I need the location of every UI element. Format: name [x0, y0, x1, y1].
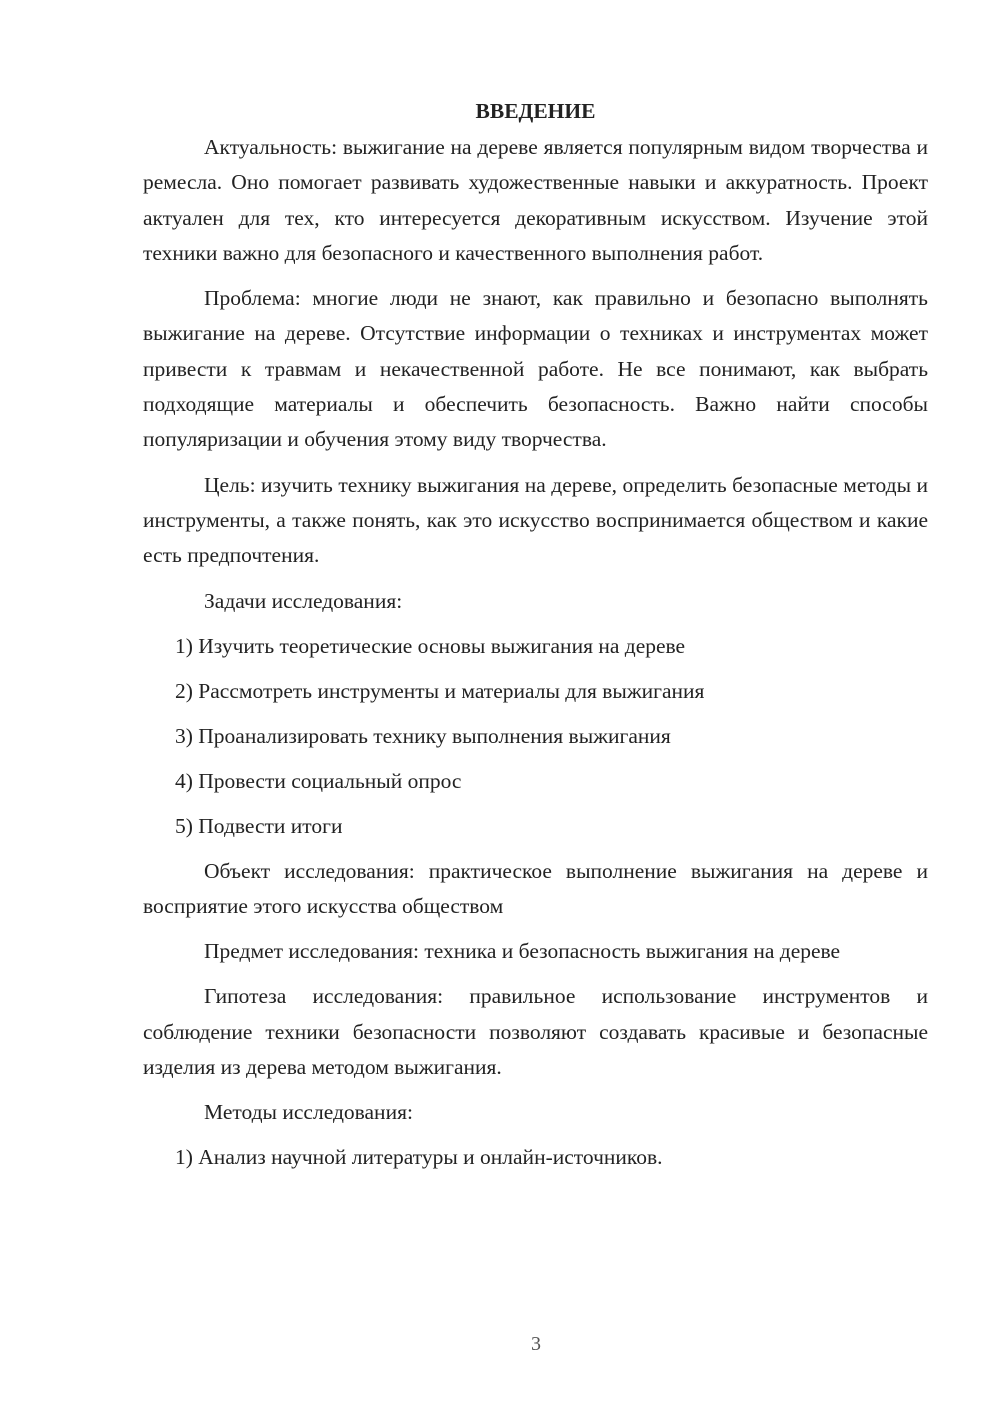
page-number: 3 — [531, 1333, 541, 1355]
paragraph-problem: Проблема: многие люди не знают, как правильно и безопасно выполнять выжигание на дереве. Отсутствие информации о техниках и инструментах может привести к травмам и некачественной работе. Не все понимают, как выбрать подходящие материалы и обеспечить безопасность. Важно найти способы популяризации и обучения этому виду творчества. — [143, 286, 928, 452]
section-title: ВВЕДЕНИЕ — [475, 99, 596, 123]
list-item: 2) Рассмотреть инструменты и материалы для выжигания — [175, 678, 705, 703]
paragraph-object: Объект исследования: практическое выполнение выжигания на дереве и восприятие этого искусства обществом — [143, 858, 928, 918]
paragraph-goal: Цель: изучить технику выжигания на дереве, определить безопасные методы и инструменты, а также понять, как это искусство воспринимается обществом и какие есть предпочтения. — [143, 472, 928, 568]
methods-list — [143, 1140, 928, 1175]
document-page — [143, 96, 928, 1185]
methods-heading: Методы исследования: — [204, 1100, 413, 1125]
list-item: 5) Подвести итоги — [175, 813, 343, 838]
paragraph-subject: Предмет исследования: техника и безопасность выжигания на дереве — [204, 939, 841, 964]
tasks-heading: Задачи исследования: — [204, 588, 403, 613]
list-item: 4) Провести социальный опрос — [175, 768, 462, 793]
tasks-list — [143, 629, 928, 844]
list-item: 1) Анализ научной литературы и онлайн-источников. — [175, 1145, 663, 1170]
list-item: 3) Проанализировать технику выполнения выжигания — [175, 723, 671, 748]
paragraph-relevance: Актуальность: выжигание на дереве является популярным видом творчества и ремесла. Оно помогает развивать художественные навыки и аккуратность. Проект актуален для тех, кто интересуется декоративным искусством. Изучение этой техники важно для безопасного и качественного выполнения работ. — [143, 135, 928, 265]
paragraph-hypothesis: Гипотеза исследования: правильное использование инструментов и соблюдение техники безопасности позволяют создавать красивые и безопасные изделия из дерева методом выжигания. — [143, 984, 928, 1080]
list-item: 1) Изучить теоретические основы выжигания на дереве — [175, 633, 686, 658]
